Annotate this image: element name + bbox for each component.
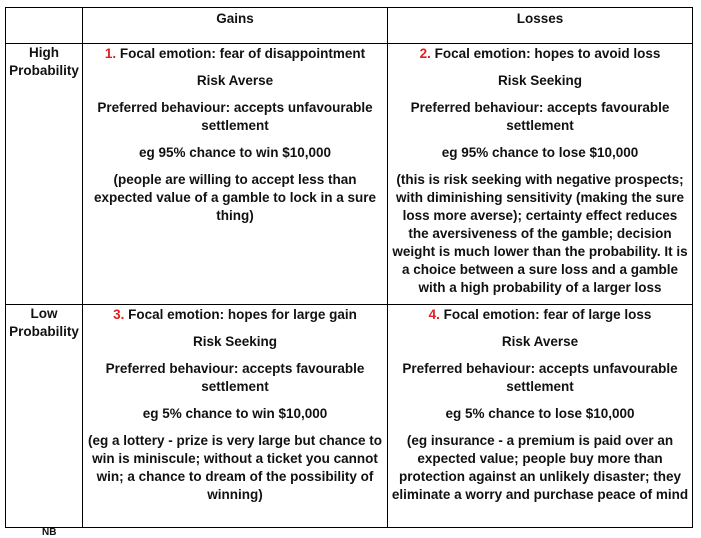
explanation-note: (people are willing to accept less than expected value of a gamble to lock in a sure thing) bbox=[93, 172, 377, 223]
cell-high-losses bbox=[388, 44, 693, 305]
cell-number: 4. bbox=[428, 307, 440, 322]
cell-number: 3. bbox=[113, 307, 125, 322]
low-probability-row bbox=[6, 305, 693, 528]
focal-emotion: Focal emotion: fear of large loss bbox=[443, 307, 652, 322]
explanation-note: (this is risk seeking with negative prospects; with diminishing sensitivity (making the sure loss more averse); certainty effect reduces the aversiveness of the gamble; decision weight is much lower than the probability. It is a choice between a sure loss and a gamble with a high probability of a larger loss bbox=[392, 172, 688, 295]
row-label-line: High bbox=[29, 45, 59, 60]
example: eg 95% chance to lose $10,000 bbox=[441, 145, 639, 160]
focal-emotion: Focal emotion: hopes for large gain bbox=[128, 307, 357, 322]
focal-emotion: Focal emotion: fear of disappointment bbox=[119, 46, 366, 61]
cell-number: 1. bbox=[104, 46, 117, 61]
cell-high-gains bbox=[83, 44, 388, 305]
preferred-behaviour: Preferred behaviour: accepts favourable settlement bbox=[105, 361, 365, 394]
row-label-line: Low bbox=[30, 306, 58, 321]
cell-low-gains bbox=[83, 305, 388, 528]
explanation-note: (eg insurance - a premium is paid over an expected value; people buy more than protection against an unlikely disaster; they eliminate a worry and purchase peace of mind bbox=[391, 433, 689, 502]
risk-attitude: Risk Averse bbox=[196, 73, 274, 88]
footnote-nb: NB bbox=[42, 527, 57, 538]
example: eg 5% chance to lose $10,000 bbox=[445, 406, 635, 421]
cell-number: 2. bbox=[419, 46, 431, 61]
example: eg 5% chance to win $10,000 bbox=[142, 406, 328, 421]
cell-low-losses bbox=[388, 305, 693, 528]
row-label-line: Probability bbox=[9, 63, 79, 78]
risk-attitude: Risk Seeking bbox=[192, 334, 278, 349]
example: eg 95% chance to win $10,000 bbox=[138, 145, 332, 160]
preferred-behaviour: Preferred behaviour: accepts unfavourable settlement bbox=[402, 361, 678, 394]
risk-attitude: Risk Averse bbox=[501, 334, 579, 349]
corner-cell bbox=[6, 8, 83, 44]
preferred-behaviour: Preferred behaviour: accepts unfavourable settlement bbox=[97, 100, 373, 133]
low-probability-label bbox=[6, 305, 83, 528]
preferred-behaviour: Preferred behaviour: accepts favourable settlement bbox=[410, 100, 670, 133]
explanation-note: (eg a lottery - prize is very large but chance to win is miniscule; without a ticket you cannot win; a chance to dream of the possibility of winning) bbox=[87, 433, 383, 502]
risk-attitude: Risk Seeking bbox=[497, 73, 583, 88]
header-row bbox=[6, 8, 693, 44]
focal-emotion: Focal emotion: hopes to avoid loss bbox=[434, 46, 661, 61]
high-probability-row bbox=[6, 44, 693, 305]
gains-header: Gains bbox=[83, 8, 388, 44]
fourfold-pattern-table bbox=[5, 7, 693, 528]
high-probability-label bbox=[6, 44, 83, 305]
losses-header: Losses bbox=[388, 8, 693, 44]
row-label-line: Probability bbox=[9, 324, 79, 339]
